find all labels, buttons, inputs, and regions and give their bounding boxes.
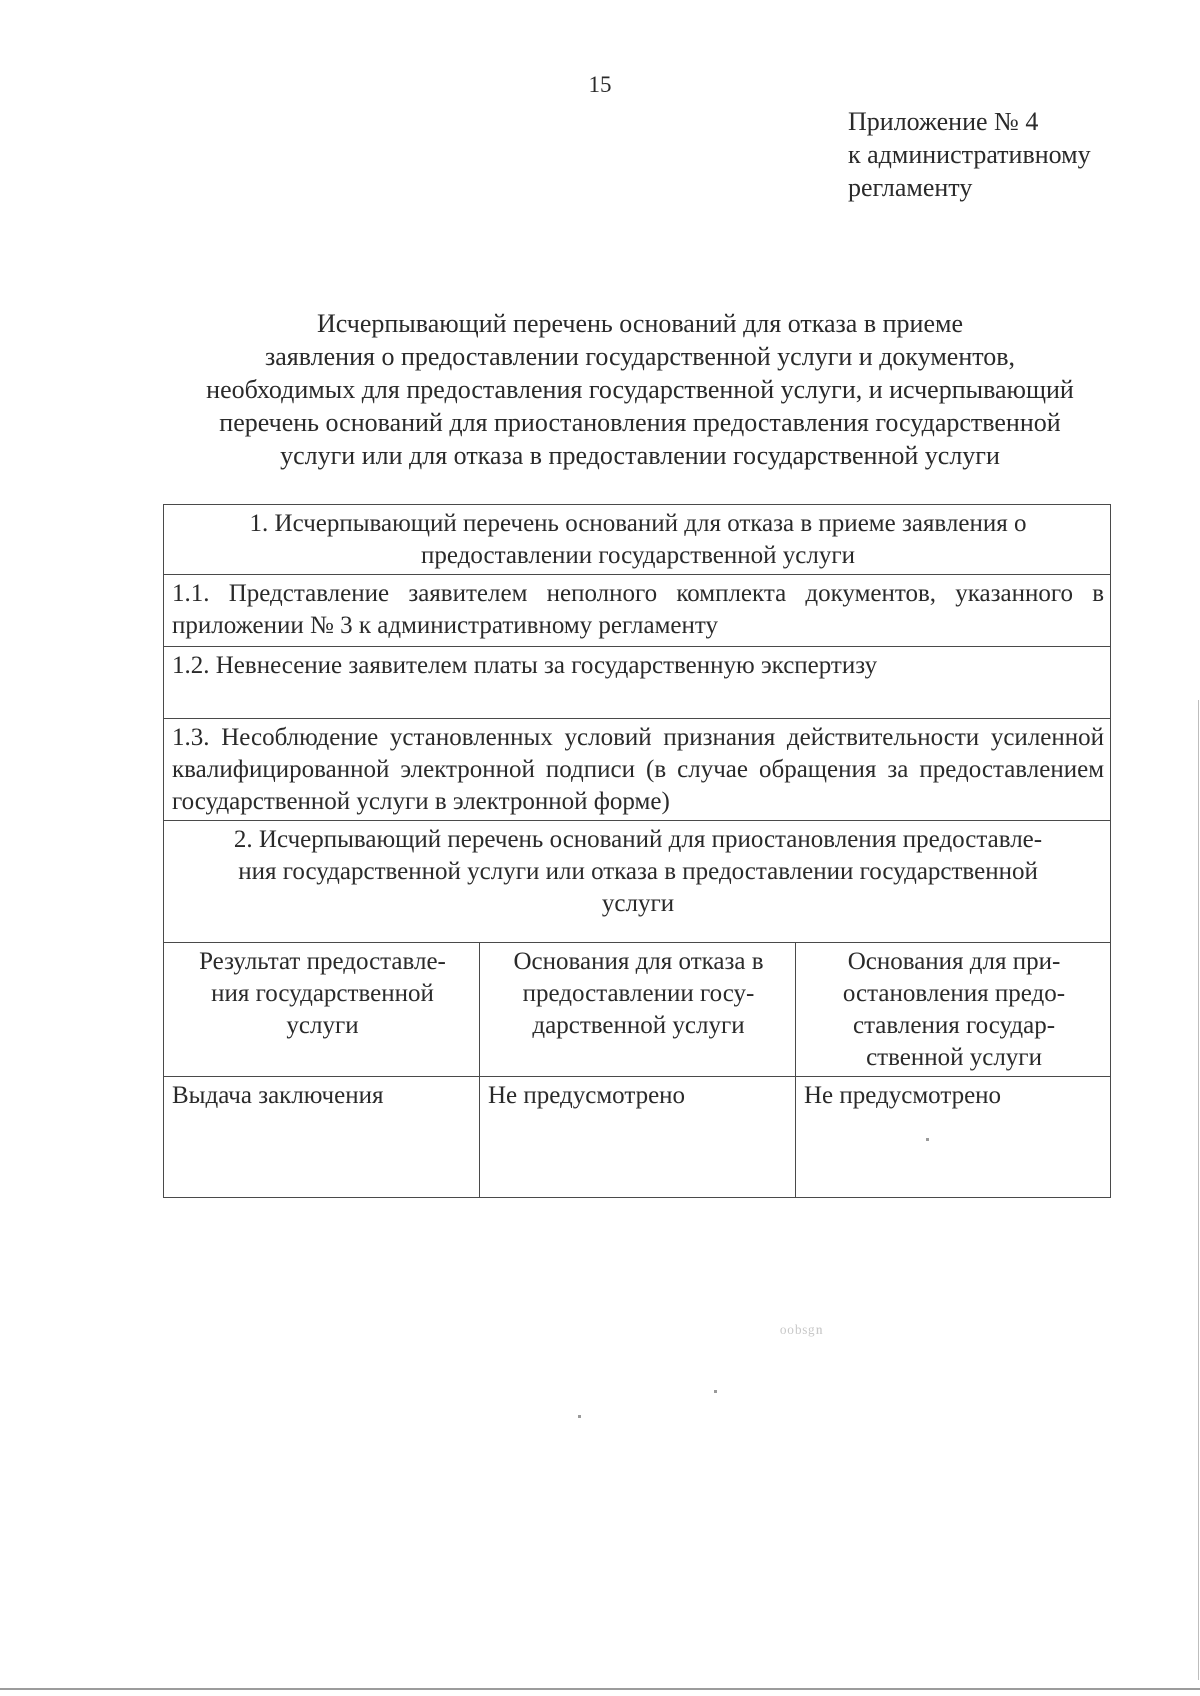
section2-heading-line: 2. Исчерпывающий перечень оснований для приостановления предоставле-	[233, 826, 1043, 853]
scan-dot	[714, 1390, 717, 1393]
header-line: ния государственной	[211, 980, 434, 1007]
item-1-1: 1.1. Представление заявителем неполного комплекта документов, указанного в приложении № 3 к административному регламенту	[164, 575, 1111, 647]
title-line: Исчерпывающий перечень оснований для отказа в приеме	[316, 309, 963, 338]
title-line: услуги или для отказа в предоставлении государственной услуги	[280, 441, 1000, 470]
section1-heading-line: предоставлении государственной услуги	[421, 542, 855, 569]
cell-refusal: Не предусмотрено	[480, 1077, 796, 1198]
appendix-reference	[848, 105, 1091, 204]
page-number: 15	[588, 72, 612, 97]
table-header-row	[164, 943, 1111, 1077]
header-line: ставления государ-	[852, 1012, 1056, 1039]
appendix-line: Приложение № 4	[848, 107, 1039, 136]
document-title	[140, 307, 1140, 472]
title-line: перечень оснований для приостановления предоставления государственной	[219, 408, 1061, 437]
scan-edge	[0, 1688, 1200, 1690]
header-line: услуги	[286, 1012, 359, 1039]
appendix-line: к административному	[848, 140, 1091, 169]
title-line: заявления о предоставлении государственной услуги и документов,	[264, 342, 1016, 371]
header-line: ственной услуги	[866, 1044, 1042, 1071]
section2-heading	[164, 821, 1111, 943]
cell-result: Выдача заключения	[164, 1077, 480, 1198]
section2-heading-line: услуги	[601, 890, 675, 917]
table-row	[164, 575, 1111, 647]
header-line: остановления предо-	[842, 980, 1066, 1007]
header-line: Основания для при-	[847, 948, 1061, 975]
item-1-3: 1.3. Несоблюдение установленных условий признания действительности усиленной квалифицированной электронной подписи (в случае обращения за предоставлением государственной услуги в электронной форме)	[164, 719, 1111, 821]
header-line: предоставлении госу-	[522, 980, 755, 1007]
title-line: необходимых для предоставления государственной услуги, и исчерпывающий	[206, 375, 1074, 404]
header-line: Результат предоставле-	[199, 948, 446, 975]
scan-edge	[1198, 700, 1199, 1680]
appendix-line: регламенту	[848, 173, 973, 202]
column-header-result	[164, 943, 480, 1077]
table-row	[164, 505, 1111, 575]
table-row	[164, 719, 1111, 821]
scan-dot	[926, 1138, 929, 1141]
column-header-suspension	[796, 943, 1111, 1077]
section2-heading-line: ния государственной услуги или отказа в предоставлении государственной	[238, 858, 1038, 885]
scan-dot	[578, 1415, 581, 1418]
table-row	[164, 821, 1111, 943]
section1-heading-line: 1. Исчерпывающий перечень оснований для отказа в приеме заявления о	[249, 510, 1027, 537]
table-row	[164, 647, 1111, 719]
item-1-2: 1.2. Невнесение заявителем платы за государственную экспертизу	[164, 647, 1111, 719]
scan-artifact: ᵒᵒᵇˢᵍⁿ	[780, 1320, 824, 1345]
cell-suspension: Не предусмотрено	[796, 1077, 1111, 1198]
header-line: Основания для отказа в	[513, 948, 764, 975]
table-row	[164, 1077, 1111, 1198]
section1-heading	[164, 505, 1111, 575]
header-line: дарственной услуги	[532, 1012, 745, 1039]
grounds-table	[163, 504, 1111, 1198]
column-header-refusal	[480, 943, 796, 1077]
